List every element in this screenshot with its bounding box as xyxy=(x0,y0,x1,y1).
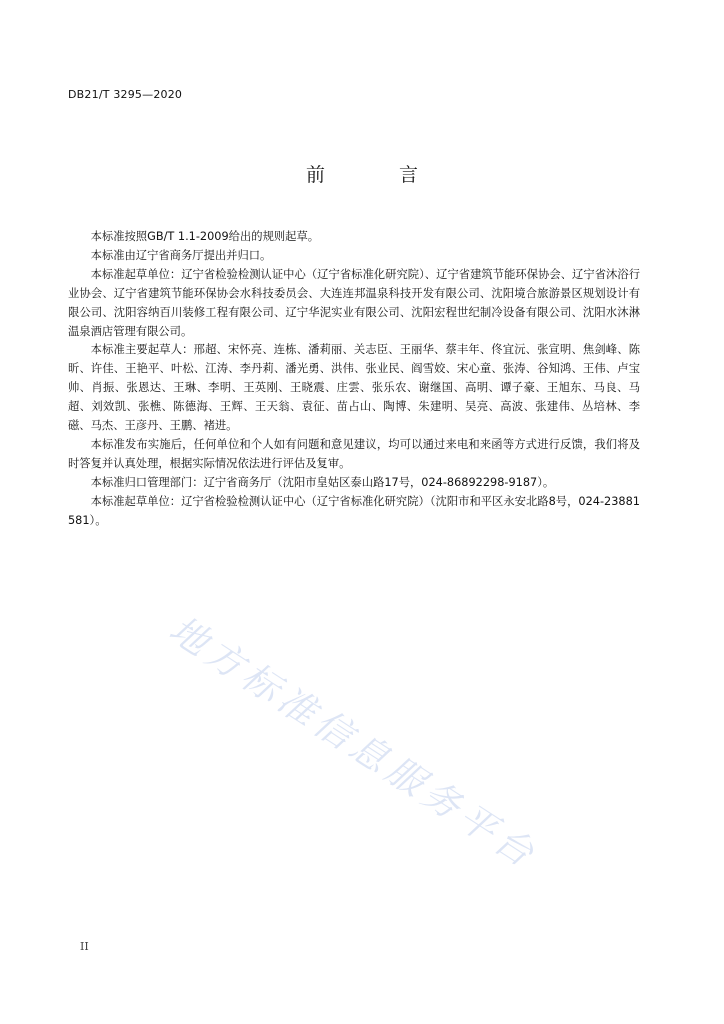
document-code: DB21/T 3295—2020 xyxy=(68,88,183,101)
paragraph-main-drafters: 本标准主要起草人：邢超、宋怀亮、连栋、潘莉丽、关志臣、王丽华、蔡丰年、佟宜沅、张宣明、焦剑峰、陈昕、许佳、王艳平、叶松、江涛、李丹莉、潘光勇、洪伟、张业民、阎雪姣、宋心童、张涛、谷知鸿、王伟、卢宝帅、肖振、张恩达、王琳、李明、王英刚、王晓震、庄雲、张乐农、谢继国、高明、谭子豪、王旭东、马良、马超、刘效凯、张樵、陈德海、王辉、王天翁、袁征、苗占山、陶博、朱建明、吴亮、高波、张建伟、丛培林、李磁、马杰、王彦丹、王鹏、褚进。 xyxy=(68,343,640,433)
paragraph-feedback: 本标准发布实施后，任何单位和个人如有问题和意见建议，均可以通过来电和来函等方式进行反馈，我们将及时答复并认真处理，根据实际情况依法进行评估及复审。 xyxy=(68,437,640,470)
page-number: II xyxy=(80,940,89,953)
page-title: 前 言 xyxy=(305,164,453,186)
paragraph-drafting-units: 本标准起草单位：辽宁省检验检测认证中心（辽宁省标准化研究院）、辽宁省建筑节能环保协会、辽宁省沐浴行业协会、辽宁省建筑节能环保协会水科技委员会、大连连邦温泉科技开发有限公司、沈阳境合旅游景区规划设计有限公司、沈阳容纳百川装修工程有限公司、辽宁华泥实业有限公司、沈阳宏程世纪制冷设备有限公司、沈阳水沐淋温泉酒店管理有限公司。 xyxy=(68,267,640,338)
watermark-text: 地方标准信息服务平台 xyxy=(161,607,546,878)
paragraph-proposer: 本标准由辽宁省商务厅提出并归口。 xyxy=(90,248,272,262)
document-body xyxy=(68,228,640,531)
paragraph-drafting-unit-contact: 本标准起草单位：辽宁省检验检测认证中心（辽宁省标准化研究院）（沈阳市和平区永安北路8号，024-23881581）。 xyxy=(68,494,640,527)
paragraph-management-dept: 本标准归口管理部门：辽宁省商务厅（沈阳市皇姑区泰山路17号，024-86892298-9187）。 xyxy=(90,475,555,489)
paragraph-drafting-rules: 本标准按照GB/T 1.1-2009给出的规则起草。 xyxy=(90,230,320,243)
